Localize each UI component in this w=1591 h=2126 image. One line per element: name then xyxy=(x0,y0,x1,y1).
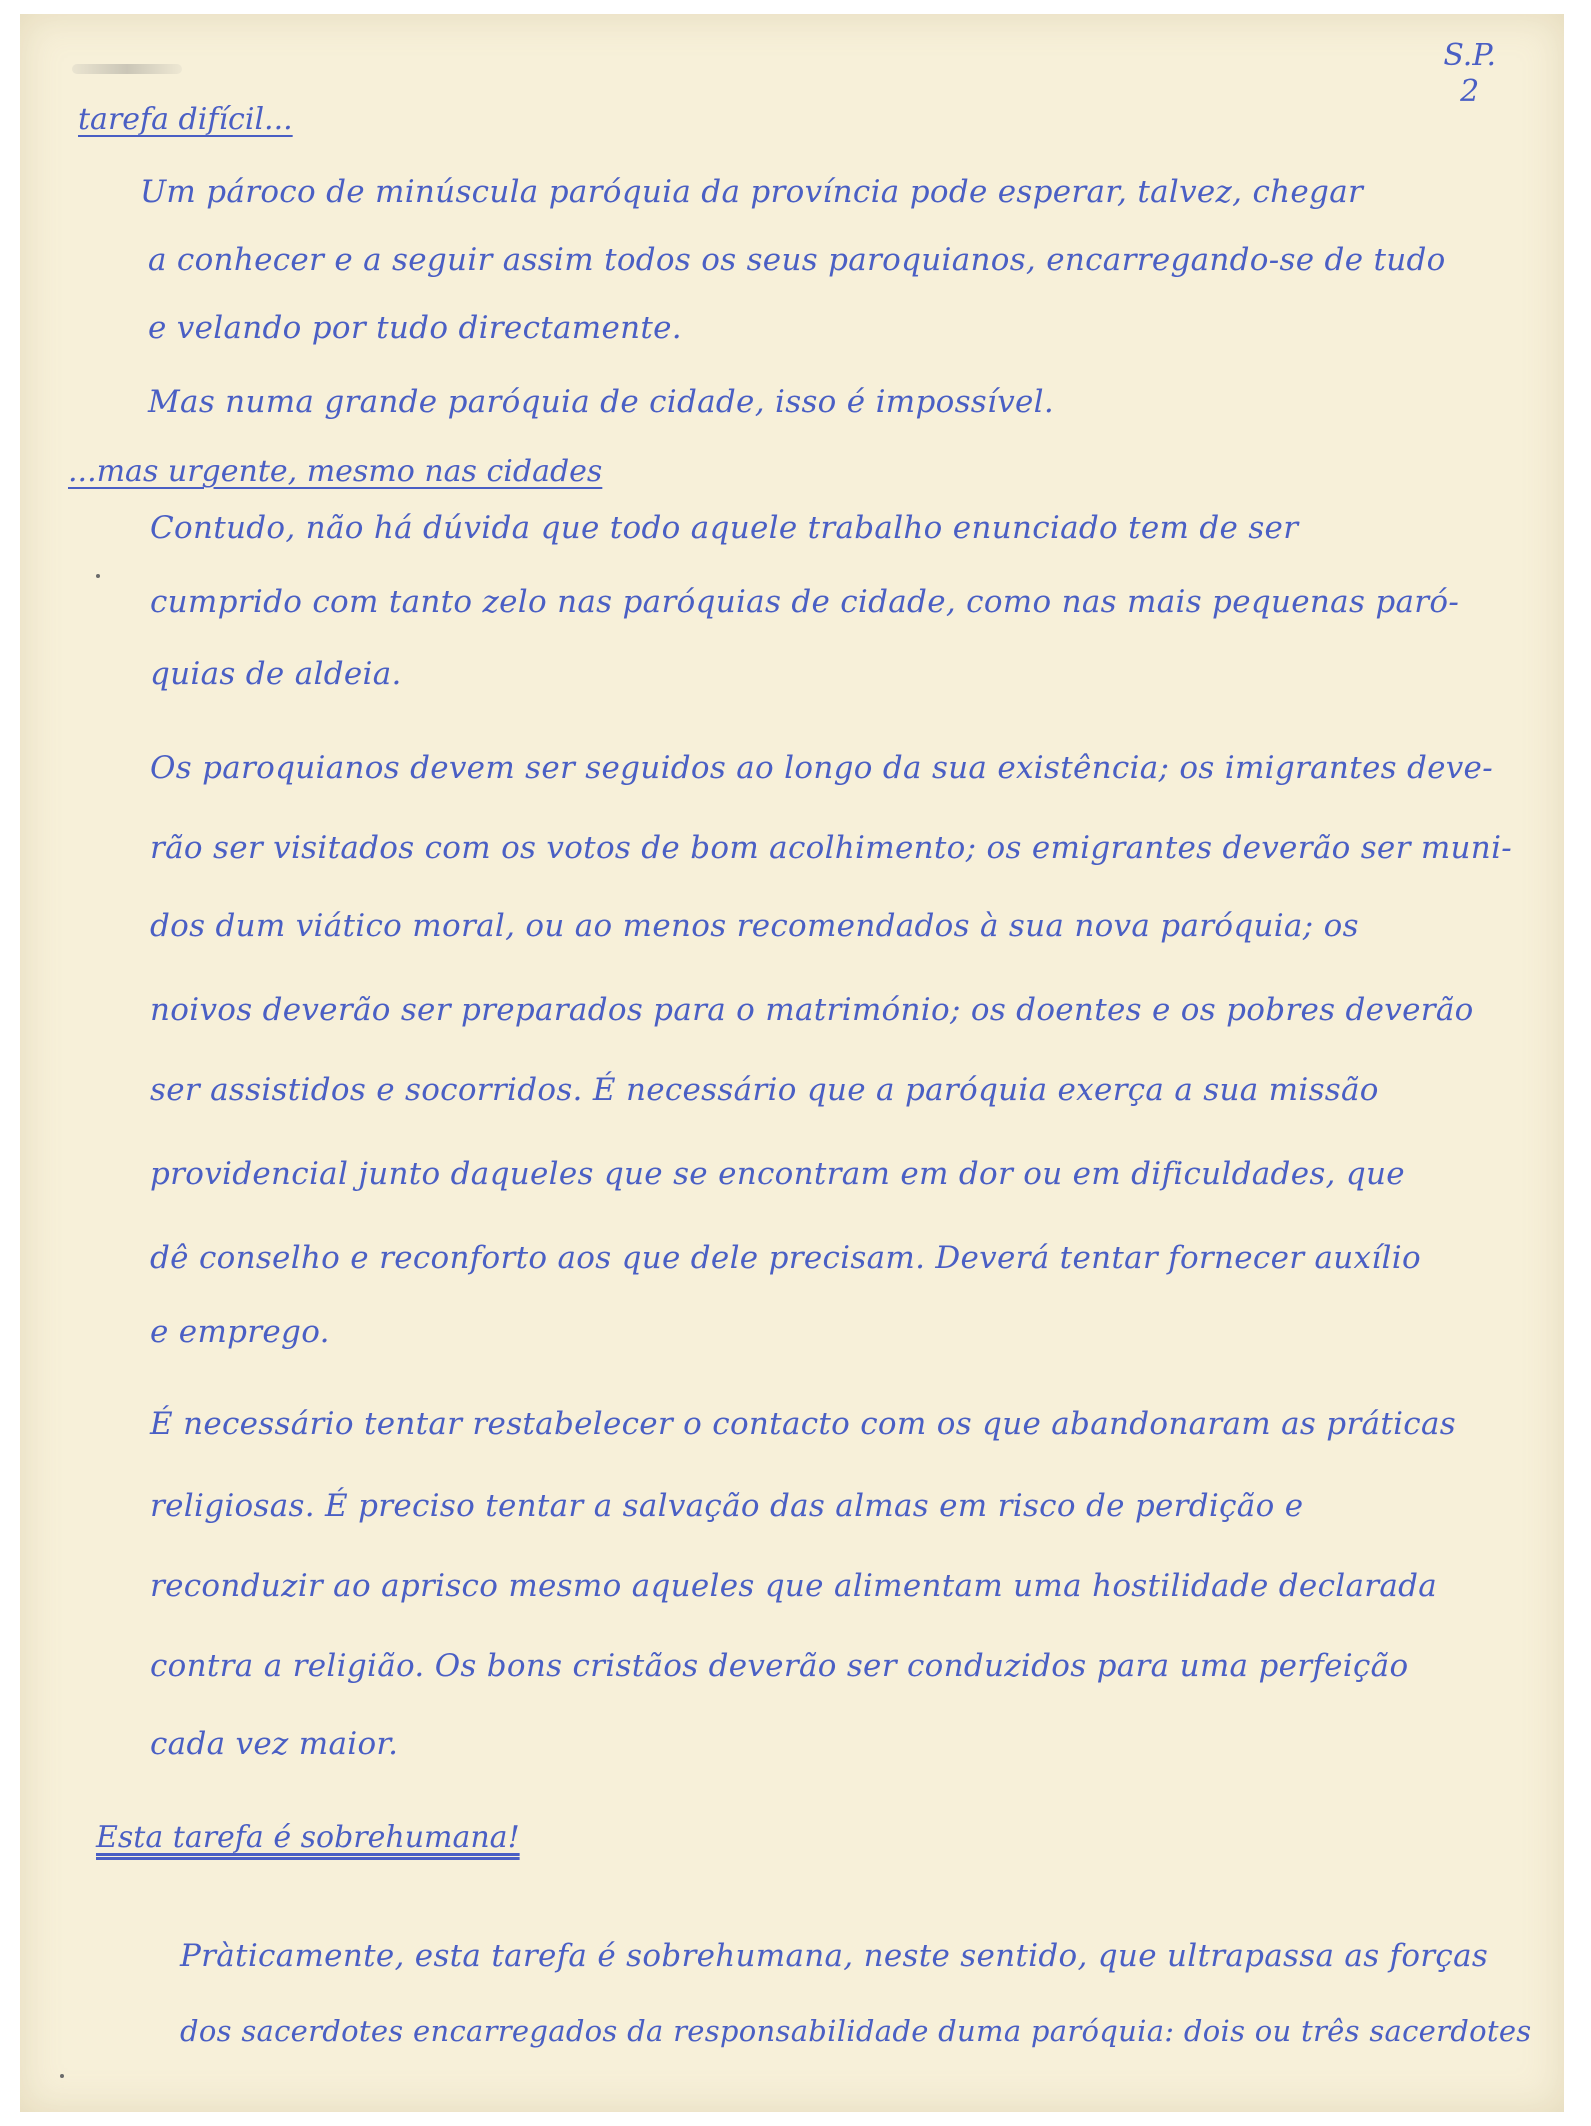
ink-dot xyxy=(96,574,100,578)
text-line: reconduzir ao aprisco mesmo aqueles que alimentam uma hostilidade declarada xyxy=(150,1568,1438,1604)
text-line: contra a religião. Os bons cristãos deverão ser conduzidos para uma perfeição xyxy=(150,1648,1409,1684)
text-line: providencial junto daqueles que se encontram em dor ou em dificuldades, que xyxy=(150,1156,1405,1192)
text-line: dos sacerdotes encarregados da responsabilidade duma paróquia: dois ou três sacerdotes xyxy=(180,2014,1532,2048)
text-line: dê conselho e reconforto aos que dele precisam. Deverá tentar fornecer auxílio xyxy=(150,1240,1421,1276)
text-line: a conhecer e a seguir assim todos os seus paroquianos, encarregando-se de tudo xyxy=(148,242,1446,278)
page-ref-number: 2 xyxy=(1460,74,1480,109)
manuscript-page xyxy=(20,14,1564,2112)
text-line: cada vez maior. xyxy=(150,1726,399,1762)
text-line: noivos deverão ser preparados para o matrimónio; os doentes e os pobres deverão xyxy=(150,992,1474,1028)
section-heading: Esta tarefa é sobrehumana! xyxy=(96,1820,520,1855)
text-line: cumprido com tanto zelo nas paróquias de cidade, como nas mais pequenas paró- xyxy=(150,584,1460,620)
section-heading: ...mas urgente, mesmo nas cidades xyxy=(68,454,603,489)
text-line: quias de aldeia. xyxy=(150,656,402,692)
text-line: e velando por tudo directamente. xyxy=(148,310,682,346)
paper-smudge xyxy=(72,64,182,74)
text-line: ser assistidos e socorridos. É necessário que a paróquia exerça a sua missão xyxy=(150,1072,1379,1108)
text-line: rão ser visitados com os votos de bom acolhimento; os emigrantes deverão ser muni- xyxy=(150,830,1513,866)
text-line: Pràticamente, esta tarefa é sobrehumana, neste sentido, que ultrapassa as forças xyxy=(180,1938,1489,1974)
text-line: Os paroquianos devem ser seguidos ao longo da sua existência; os imigrantes deve- xyxy=(150,750,1493,786)
text-line: É necessário tentar restabelecer o contacto com os que abandonaram as práticas xyxy=(150,1406,1456,1442)
text-line: e emprego. xyxy=(150,1314,330,1350)
page-reference xyxy=(1443,38,1496,110)
section-heading: tarefa difícil... xyxy=(78,102,293,137)
text-line: religiosas. É preciso tentar a salvação das almas em risco de perdição e xyxy=(150,1488,1304,1524)
text-line: Contudo, não há dúvida que todo aquele trabalho enunciado tem de ser xyxy=(150,510,1299,546)
text-line: dos dum viático moral, ou ao menos recomendados à sua nova paróquia; os xyxy=(150,908,1359,944)
ink-dot xyxy=(60,2074,64,2078)
text-line: Um pároco de minúscula paróquia da província pode esperar, talvez, chegar xyxy=(140,174,1364,210)
page-ref-code: S.P. xyxy=(1443,38,1496,73)
text-line: Mas numa grande paróquia de cidade, isso é impossível. xyxy=(148,384,1055,420)
